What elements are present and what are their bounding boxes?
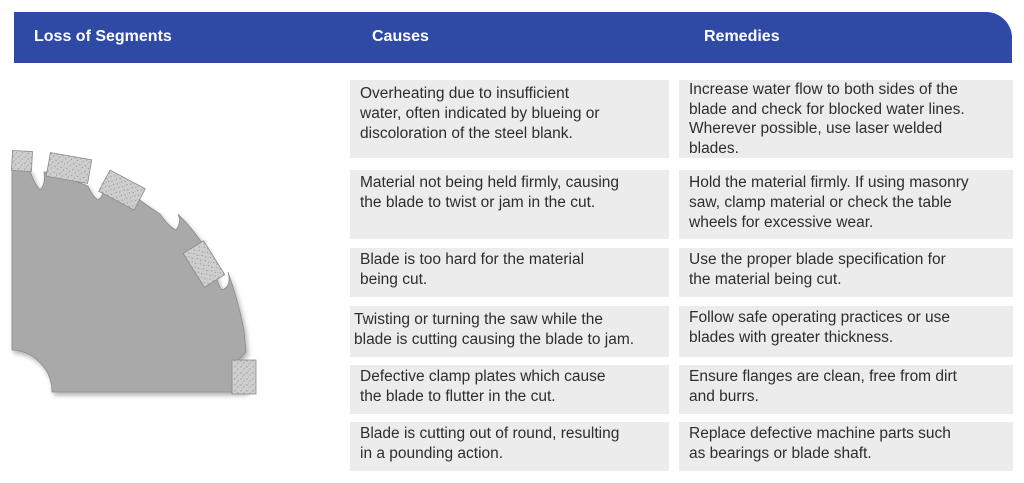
cause-cell-1: Overheating due to insufficient water, often indicated by blueing or discoloration of the steel blank. (350, 80, 669, 158)
cause-cell-4: Twisting or turning the saw while the blade is cutting causing the blade to jam. (350, 306, 669, 357)
diamond-blade-quarter-icon (0, 120, 280, 420)
remedy-cell-2: Hold the material firmly. If using masonry saw, clamp material or check the table wheels for excessive wear. (679, 170, 1013, 239)
causes-column-header: Causes (372, 28, 429, 45)
table-title: Loss of Segments (34, 28, 172, 45)
remedy-cell-3: Use the proper blade specification for the material being cut. (679, 248, 1013, 297)
cause-cell-2: Material not being held firmly, causing the blade to twist or jam in the cut. (350, 170, 669, 239)
remedies-column-header: Remedies (704, 28, 780, 45)
cause-cell-5: Defective clamp plates which cause the blade to flutter in the cut. (350, 365, 669, 414)
cause-cell-3: Blade is too hard for the material being cut. (350, 248, 669, 297)
cause-cell-6: Blade is cutting out of round, resulting in a pounding action. (350, 422, 669, 471)
remedy-cell-1: Increase water flow to both sides of the blade and check for blocked water lines. Wherever possible, use laser welded blades. (679, 80, 1013, 158)
remedy-cell-4: Follow safe operating practices or use blades with greater thickness. (679, 306, 1013, 357)
remedy-cell-5: Ensure flanges are clean, free from dirt and burrs. (679, 365, 1013, 414)
remedy-cell-6: Replace defective machine parts such as bearings or blade shaft. (679, 422, 1013, 471)
